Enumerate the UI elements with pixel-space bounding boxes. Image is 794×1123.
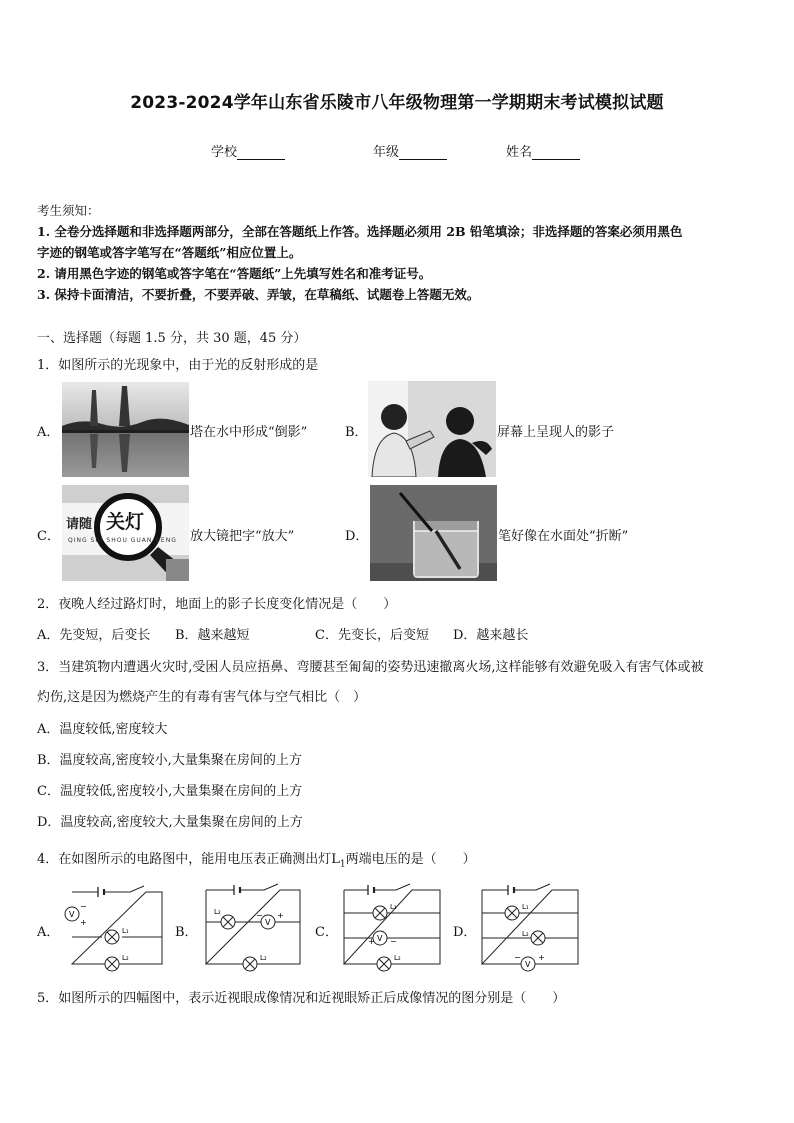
lamp-label-l2: L₂ — [522, 930, 529, 938]
q3-option-d[interactable]: D．温度较高,密度较大,大量集聚在房间的上方 — [37, 815, 303, 830]
lamp-label-l1: L₁ — [390, 903, 397, 911]
shadow-screen-photo — [368, 381, 496, 477]
sign-text-left: 请随 — [66, 517, 93, 532]
page-title: 2023-2024学年山东省乐陵市八年级物理第一学期期末考试模拟试题 — [130, 93, 664, 113]
q4-option-c-letter[interactable]: C． — [315, 925, 338, 940]
lamp-label-l1: L₁ — [522, 903, 529, 911]
minus-sign: − — [256, 911, 263, 920]
circuit-diagram-d — [478, 880, 586, 972]
q2-option-a[interactable]: A．先变短，后变长 — [37, 628, 151, 643]
lamp-label-l2: L₂ — [214, 908, 221, 916]
sign-pinyin: QING SUI SHOU GUAN DENG — [68, 537, 177, 544]
q1-option-d-letter[interactable]: D． — [345, 529, 369, 544]
q3-stem-line2: 灼伤,这是因为燃烧产生的有毒有害气体与空气相比（ ） — [37, 690, 367, 705]
plus-sign: + — [80, 918, 87, 927]
q4-stem-lamp: L — [331, 852, 340, 867]
notice-item-2: 2. 请用黑色字迹的钢笔或答字笔在“答题纸”上先填写姓名和准考证号。 — [37, 266, 432, 281]
school-label: 学校 — [211, 145, 238, 160]
q1-option-a-text: 塔在水中形成“倒影” — [190, 425, 308, 440]
voltmeter-label: V — [525, 960, 531, 969]
circuit-diagram-b — [200, 880, 308, 972]
q2-option-b[interactable]: B．越来越短 — [175, 628, 250, 643]
section-heading: 一、选择题（每题 1.5 分，共 30 题，45 分） — [37, 331, 307, 346]
q4-stem-pre: 4．在如图所示的电路图中，能用电压表正确测出灯 — [37, 852, 332, 867]
q1-option-b-letter[interactable]: B． — [345, 425, 368, 440]
lamp-label-l2: L₂ — [122, 954, 129, 962]
q1-option-c-text: 放大镜把字“放大” — [190, 529, 295, 544]
lamp-label-l1: L₁ — [122, 927, 129, 935]
circuit-diagram-a — [62, 882, 170, 972]
notice-item-1: 1. 全卷分选择题和非选择题两部分，全部在答题纸上作答。选择题必须用 2B 铅笔填涂；非选择题的答案必须用黑色 — [37, 224, 683, 239]
name-field — [506, 141, 580, 160]
voltmeter-label: V — [377, 934, 383, 943]
minus-sign: − — [80, 902, 87, 911]
q2-option-c[interactable]: C．先变长，后变短 — [315, 628, 429, 643]
q2-stem: 2．夜晚人经过路灯时，地面上的影子长度变化情况是（ ） — [37, 597, 397, 612]
plus-sign: + — [368, 937, 375, 946]
lamp-label-l2: L₂ — [260, 954, 267, 962]
q4-option-a-letter[interactable]: A． — [37, 925, 60, 940]
magnifier-photo — [62, 485, 189, 581]
q3-stem-line1: 3．当建筑物内遭遇火灾时,受困人员应捂鼻、弯腰甚至匍匐的姿势迅速撤离火场,这样能够有效避免吸入有害气体或被 — [37, 660, 704, 675]
plus-sign: + — [538, 953, 545, 962]
plus-sign: + — [277, 911, 284, 920]
notice-heading: 考生须知： — [37, 203, 100, 218]
q4-stem-post: 两端电压的是（ ） — [345, 852, 476, 867]
voltmeter-label: V — [265, 918, 271, 927]
q5-stem: 5．如图所示的四幅图中，表示近视眼成像情况和近视眼矫正后成像情况的图分别是（ ） — [37, 991, 566, 1006]
pagoda-reflection-photo — [62, 382, 189, 477]
sign-text-magnified: 关灯 — [106, 511, 145, 533]
pencil-in-water-photo — [370, 485, 497, 581]
minus-sign: − — [514, 953, 521, 962]
grade-blank[interactable] — [399, 145, 447, 160]
minus-sign: − — [390, 937, 397, 946]
q1-option-b-text: 屏幕上呈现人的影子 — [497, 425, 615, 440]
q2-option-d[interactable]: D．越来越长 — [453, 628, 529, 643]
q1-stem: 1．如图所示的光现象中，由于光的反射形成的是 — [37, 358, 319, 373]
q1-option-d-text: 笔好像在水面处“折断” — [498, 529, 629, 544]
notice-item-1-cont: 字迹的钢笔或答字笔写在“答题纸”相应位置上。 — [37, 245, 302, 260]
grade-field — [373, 141, 447, 160]
q4-stem-lamp-sub: 1 — [339, 859, 346, 870]
voltmeter-label: V — [69, 910, 75, 919]
q3-option-a[interactable]: A．温度较低,密度较大 — [37, 722, 168, 737]
circuit-diagram-c — [340, 880, 448, 972]
q3-option-b[interactable]: B．温度较高,密度较小,大量集聚在房间的上方 — [37, 753, 302, 768]
school-field — [211, 141, 285, 160]
grade-label: 年级 — [373, 145, 400, 160]
q4-option-b-letter[interactable]: B． — [175, 925, 198, 940]
name-blank[interactable] — [532, 145, 580, 160]
q3-option-c[interactable]: C．温度较低,密度较小,大量集聚在房间的上方 — [37, 784, 303, 799]
q1-option-c-letter[interactable]: C． — [37, 529, 60, 544]
q4-stem — [37, 848, 476, 870]
notice-block — [37, 200, 761, 305]
notice-item-3: 3. 保持卡面清洁，不要折叠，不要弄破、弄皱，在草稿纸、试题卷上答题无效。 — [37, 287, 480, 302]
school-blank[interactable] — [237, 145, 285, 160]
lamp-label-l2: L₂ — [394, 954, 401, 962]
q1-option-a-letter[interactable]: A． — [37, 425, 60, 440]
q4-option-d-letter[interactable]: D． — [453, 925, 477, 940]
name-label: 姓名 — [506, 145, 533, 160]
